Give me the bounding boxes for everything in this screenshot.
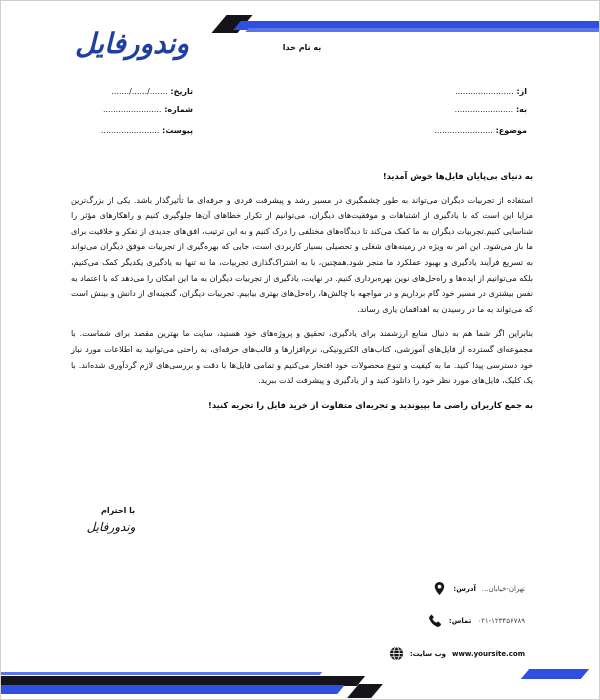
- call-to-action: به جمع کاربران راضی ما بپیوندید و تجربه‌ای متفاوت از خرید فایل را تجربه کنید!: [208, 399, 533, 410]
- footer-corner-shape: [347, 684, 383, 698]
- meta-attachment: [83, 126, 193, 135]
- meta-number-label: شماره:: [164, 105, 193, 114]
- meta-attachment-label: پیوست:: [162, 126, 193, 135]
- meta-date-label: تاریخ:: [170, 87, 193, 96]
- contact-address: [432, 581, 525, 596]
- meta-from: [397, 87, 527, 96]
- header-light-blue-stripe: [245, 28, 600, 32]
- footer-blue-stripe: [0, 685, 345, 694]
- footer-light-blue-stripe: [0, 672, 322, 675]
- globe-icon: [389, 646, 404, 661]
- brand-logo: وندورفایل: [75, 27, 189, 60]
- contact-phone: [428, 613, 525, 628]
- meta-to-label: به:: [515, 105, 527, 114]
- meta-to-dots: .......................: [454, 105, 514, 114]
- meta-subject: [397, 126, 527, 135]
- phone-label: تماس:: [448, 616, 472, 625]
- contact-website: [389, 646, 525, 661]
- meta-date-dots: ......./....../.......: [111, 87, 168, 96]
- letter-body: [71, 169, 533, 413]
- bismillah-heading: به نام خدا: [282, 43, 322, 52]
- meta-subject-dots: .......................: [434, 126, 493, 135]
- location-pin-icon: [432, 581, 447, 596]
- phone-icon: [428, 613, 443, 628]
- meta-attachment-dots: .......................: [100, 126, 160, 135]
- meta-from-dots: .......................: [455, 87, 514, 96]
- website-label: وب سایت:: [409, 649, 446, 658]
- meta-subject-label: موضوع:: [495, 126, 527, 135]
- paragraph-1: استفاده از تجربیات دیگران می‌تواند به طور چشمگیری در مسیر رشد و پیشرفت فردی و حرفه‌ای ما تأثیرگذار باشد. یکی از بزرگ‌ترین مزایا این است که با یادگیری از اشتباهات و موفقیت‌های دیگران، می‌توانیم از تکرار خطاهای آن‌ها جلوگیری کنیم و راهکارهای مؤثر را شناسایی کنیم.تجربیات دیگران به ما کمک می‌کند تا دیدگاه‌های مختلفی را درک کنیم و به این ترتیب، افق‌های جدیدی از تفکر و خلاقیت برای ما باز می‌شود. این امر به ویژه در زمینه‌های شغلی و تحصیلی بسیار کاربردی است، جایی که بهره‌گیری از تجربیات موفق دیگران می‌تواند به تسریع فرآیند یادگیری و بهبود عملکرد ما منجر شود.همچنین، با به اشتراک‌گذاری تجربیات، ما نه تنها به یادگیری یکدیگر کمک می‌کنیم، بلکه می‌توانیم از ایده‌ها و راه‌حل‌های نوین بهره‌برداری کنیم. در نهایت، یادگیری از تجربیات دیگران به ما این امکان را می‌دهد که با اعتماد به نفس بیشتری در مسیر خود گام برداریم و در مواجهه با چالش‌ها، راه‌حل‌های بهتری بیابیم. تجربیات دیگران، گنجینه‌ای از دانش و بینش است که می‌تواند به ما در رسیدن به اهدافمان یاری رساند.: [71, 194, 533, 314]
- meta-date: [83, 87, 193, 96]
- phone-value: ۰۲۱-۱۲۳۴۵۶۷۸۹: [477, 616, 525, 625]
- closing-regards: با احترام: [101, 506, 136, 515]
- meta-to: [397, 105, 527, 114]
- website-value: www.yoursite.com: [452, 649, 525, 658]
- address-label: آدرس:: [453, 584, 476, 593]
- paragraph-2: بنابراین اگر شما هم به دنبال منابع ارزشمند برای یادگیری، تحقیق و پروژه‌های خود هستید، سایت ما بهترین مقصد برای شماست. با مجموعه‌ای گسترده از فایل‌های آموزشی، کتاب‌های الکترونیکی، نرم‌افزارها و قالب‌های حرفه‌ای، به راحتی می‌توانید به اطلاعات مورد نیاز خود دسترسی پیدا کنید. ما به کیفیت و تنوع محصولات خود افتخار می‌کنیم و تمامی فایل‌ها با دقت و بررسی‌های لازم گردآوری شده‌اند. با یک کلیک، فایل‌های مورد نظر خود را دانلود کنید و از یادگیری و پیشرفت لذت ببرید.: [71, 328, 533, 386]
- meta-from-label: از:: [516, 87, 527, 96]
- letter-heading: به دنیای بی‌پایان فایل‌ها خوش آمدید!: [382, 171, 533, 181]
- meta-number-dots: .......................: [102, 105, 162, 114]
- meta-number: [83, 105, 193, 114]
- signature: وندورفایل: [86, 520, 136, 534]
- footer-right-blue-shape: [521, 669, 589, 679]
- address-value: تهران-خیابان...: [481, 584, 525, 593]
